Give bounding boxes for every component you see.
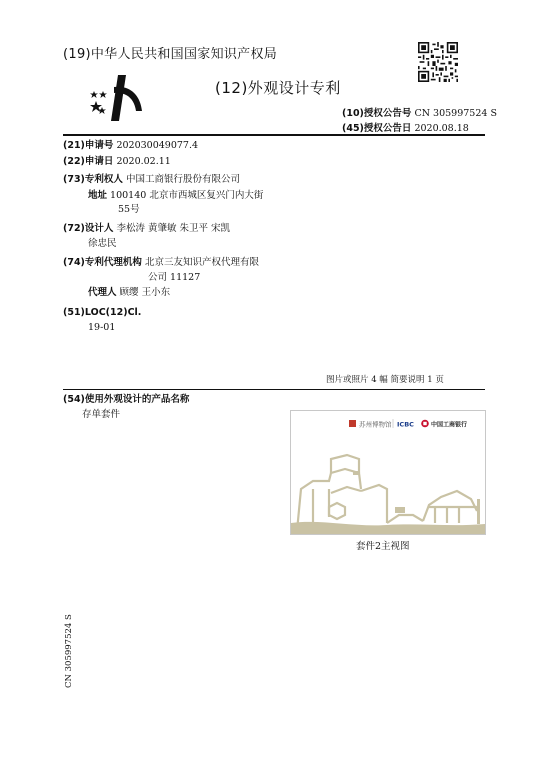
agency-line-2: 公司 11127 [148,272,201,283]
address-line-2: 55号 [118,204,140,215]
application-number-row [63,139,198,152]
icbc-text: ICBC [397,420,414,429]
application-date-label: (22)申请日 [63,156,114,167]
patent-office-name: (19)中华人民共和国国家知识产权局 [63,47,278,62]
museum-name: 苏州博物馆 [359,420,392,429]
product-label-text: (54)使用外观设计的产品名称 [63,394,190,405]
application-number: 202030049077.4 [116,140,199,151]
address-line-1: 100140 北京市西城区复兴门内大街 [110,190,264,201]
patentee-row [63,173,240,186]
cnipa-logo [88,73,148,123]
publication-number-row [342,105,497,119]
application-date: 2020.02.11 [116,156,171,167]
publication-number: CN 305997524 S [414,108,497,119]
loc-label: (51)LOC(12)Cl. [63,307,142,318]
agent-names: 顾缨 王小东 [119,287,171,298]
designers-line-1: 李松涛 黄肇敏 朱卫平 宋凯 [116,223,230,234]
application-date-row [63,155,171,168]
qr-code [418,42,458,82]
header-divider [63,134,485,136]
page-summary: 图片或照片 4 幅 简要说明 1 页 [326,375,444,385]
product-name-label [63,393,189,406]
publication-date-label: (45)授权公告日 [342,123,412,134]
address-label: 地址 [88,190,108,201]
side-publication-number: CN 305997524 S [64,614,74,688]
agency-row [63,256,259,269]
product-name: 存单套件 [82,409,121,420]
agency-label: (74)专利代理机构 [63,257,142,268]
bank-name: 中国工商银行 [431,421,468,429]
address-row [88,189,263,202]
patentee-name: 中国工商银行股份有限公司 [125,174,240,185]
agent-label: 代理人 [88,287,117,298]
document-type-title: (12)外观设计专利 [215,79,341,97]
publication-number-label: (10)授权公告号 [342,108,412,119]
designer-label: (72)设计人 [63,223,114,234]
designers-line-2: 徐忠民 [88,238,117,249]
agent-row [88,286,170,299]
publication-date-row [342,120,469,134]
design-image [290,410,486,535]
designer-row [63,222,230,235]
patentee-label: (73)专利权人 [63,174,123,185]
folder-illustration [291,411,485,534]
application-number-label: (21)申请号 [63,140,114,151]
museum-seal-icon [349,420,356,427]
publication-date: 2020.08.18 [414,123,469,134]
loc-classification-row [63,306,141,319]
summary-divider [63,389,485,390]
image-caption: 套件2主视图 [356,541,410,552]
loc-value: 19-01 [88,322,116,333]
agency-line-1: 北京三友知识产权代理有限 [144,257,259,268]
